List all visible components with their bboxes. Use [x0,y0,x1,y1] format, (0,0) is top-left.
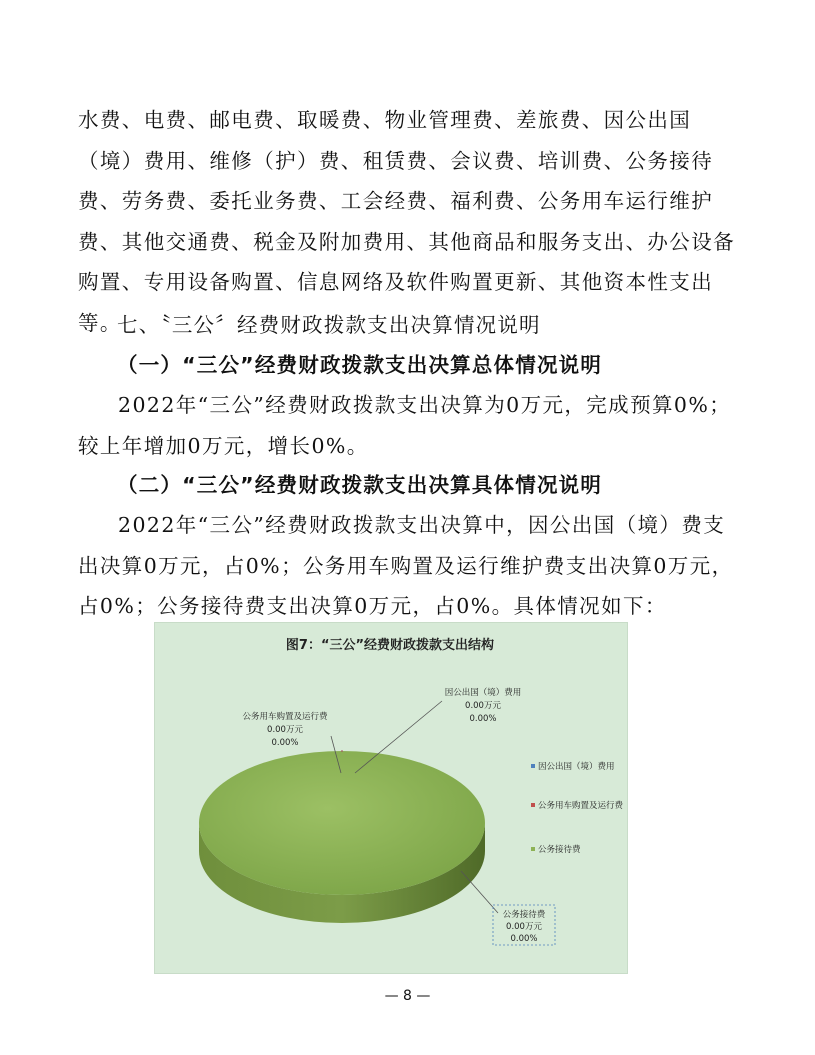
legend-swatch-vehicle [531,803,535,807]
legend-item-vehicle [531,800,624,811]
legend-label-vehicle: 公务用车购置及运行费 [538,801,624,811]
pie-slice-vehicle [341,750,343,752]
data-label-vehicle-name: 公务用车购置及运行费 [242,712,328,722]
data-label-vehicle [242,711,328,748]
data-label-travel-abroad-percent: 0.00% [469,714,497,724]
legend-item-travel-abroad [531,761,615,772]
data-label-reception-value: 0.00万元 [506,922,542,932]
data-label-vehicle-percent: 0.00% [271,738,299,748]
legend-label-reception: 公务接待费 [538,845,581,855]
pie-chart-svg [155,623,627,973]
leader-line-reception [461,871,498,913]
paragraph-expense-items: 水费、电费、邮电费、取暖费、物业管理费、差旅费、因公出国（境）费用、维修（护）费、租赁费、会议费、培训费、公务接待费、劳务费、委托业务费、工会经费、福利费、公务用车运行维护费、其他交通费、税金及附加费用、其他商品和服务支出、办公设备购置、专用设备购置、信息网络及软件购置更新、其他资本性支出等。 [78,108,735,335]
legend-swatch-reception [531,847,535,851]
legend-label-travel-abroad: 因公出国（境）费用 [538,762,615,772]
page-number: — 8 — [384,988,431,1004]
subsection-heading-detail: （二）“三公”经费财政拨款支出决算具体情况说明 [117,473,603,497]
data-label-reception-percent: 0.00% [510,934,538,944]
pie-chart [154,622,628,974]
subsection-heading-overall: （一）“三公”经费财政拨款支出决算总体情况说明 [117,353,603,377]
data-label-travel-abroad-value: 0.00万元 [465,701,501,711]
chart-title: 图7：“三公”经费财政拨款支出结构 [285,638,495,653]
data-label-reception-name: 公务接待费 [502,910,546,920]
legend-item-reception [531,844,581,855]
data-label-travel-abroad-name: 因公出国（境）费用 [444,688,522,698]
pie-slice-reception [199,751,485,895]
paragraph-overall: 2022年“三公”经费财政拨款支出决算为0万元，完成预算0%；较上年增加0万元，增长0%。 [78,393,732,458]
data-label-reception [493,905,555,945]
section-heading: 七、〝三公〞经费财政拨款支出决算情况说明 [117,313,541,337]
paragraph-detail: 2022年“三公”经费财政拨款支出决算中，因公出国（境）费支出决算0万元，占0%；公务用车购置及运行维护费支出决算0万元，占0%；公务接待费支出决算0万元，占0%。具体情况如下： [78,513,734,618]
data-label-vehicle-value: 0.00万元 [267,725,303,735]
chart-legend [531,761,624,855]
data-label-travel-abroad [445,687,522,724]
legend-swatch-travel-abroad [531,764,535,768]
